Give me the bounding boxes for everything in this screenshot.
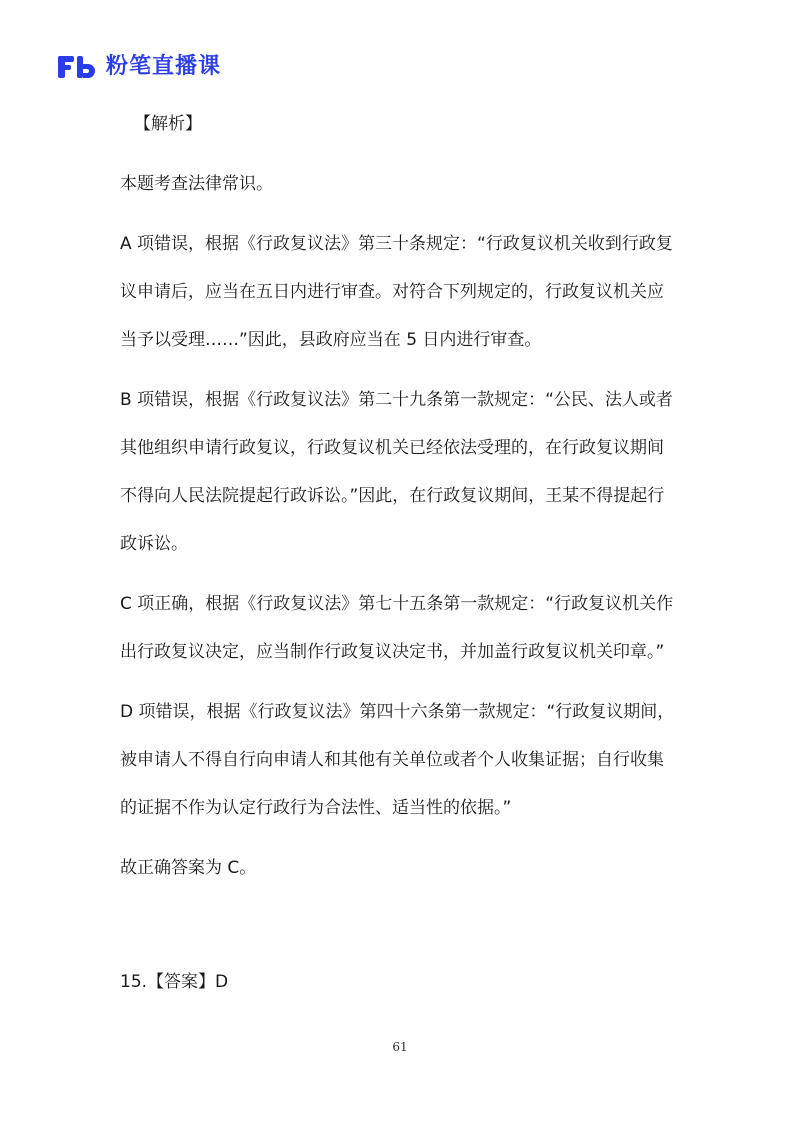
fb-logo-icon bbox=[56, 54, 96, 80]
analysis-option-c: C 项正确，根据《行政复议法》第七十五条第一款规定：“行政复议机关作出行政复议决定，应当制作行政复议决定书，并加盖行政复议机关印章。” bbox=[120, 594, 674, 662]
analysis-option-d: D 项错误，根据《行政复议法》第四十六条第一款规定：“行政复议期间，被申请人不得自行向申请人和其他有关单位或者个人收集证据；自行收集的证据不作为认定行政行为合法性、适当性的依据。” bbox=[120, 702, 675, 818]
page-number: 61 bbox=[392, 1040, 408, 1054]
analysis-option-a: A 项错误，根据《行政复议法》第三十条规定：“行政复议机关收到行政复议申请后，应当在五日内进行审查。对符合下列规定的，行政复议机关应当予以受理……”因此，县政府应当在 5 日内进行审查。 bbox=[120, 234, 673, 350]
brand-name: 粉笔直播课 bbox=[106, 54, 222, 79]
analysis-option-b: B 项错误，根据《行政复议法》第二十九条第一款规定：“公民、法人或者其他组织申请行政复议，行政复议机关已经依法受理的，在行政复议期间不得向人民法院提起行政诉讼。”因此，在行政复议期间，王某不得提起行政诉讼。 bbox=[120, 390, 673, 554]
brand-logo bbox=[56, 52, 221, 82]
analysis-intro: 本题考查法律常识。 bbox=[120, 174, 273, 194]
analysis-heading: 【解析】 bbox=[134, 114, 202, 134]
analysis-conclusion: 故正确答案为 C。 bbox=[120, 858, 257, 878]
analysis-section bbox=[120, 100, 680, 904]
next-question-answer: 15.【答案】D bbox=[120, 972, 229, 992]
